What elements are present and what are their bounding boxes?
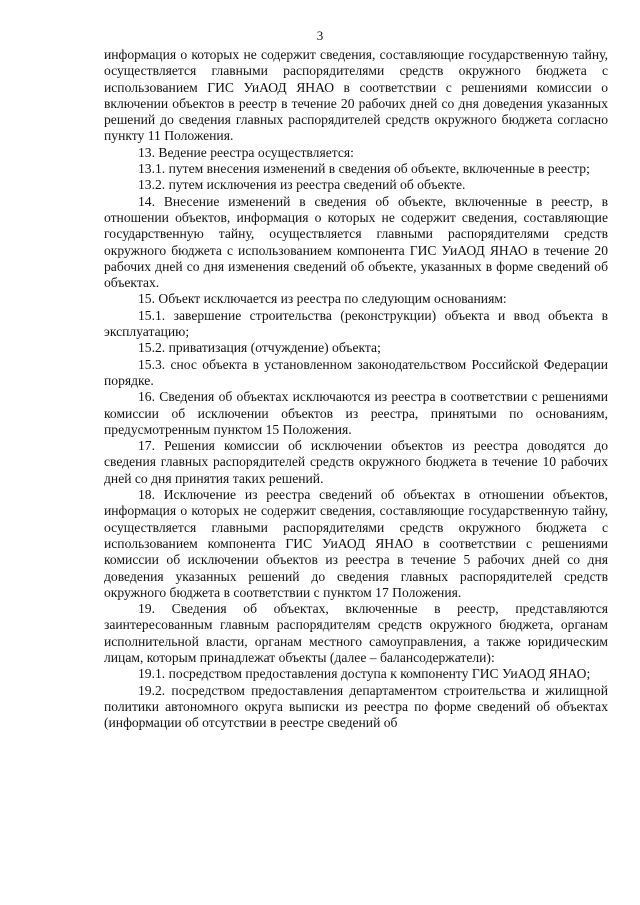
paragraph-16: 16. Сведения об объектах исключаются из реестра в соответствии с решениями комиссии об исключении объектов из реестра, принятыми по основаниям, предусмотренным пунктом 15 Положения. — [104, 389, 608, 437]
document-body — [104, 47, 608, 731]
paragraph-15-2: 15.2. приватизация (отчуждение) объекта; — [138, 340, 381, 356]
paragraph-13-1: 13.1. путем внесения изменений в сведения об объекте, включенные в реестр; — [138, 161, 590, 177]
paragraph-15-1: 15.1. завершение строительства (реконструкции) объекта и ввод объекта в эксплуатацию; — [104, 307, 608, 340]
paragraph-13: 13. Ведение реестра осуществляется: — [138, 144, 354, 160]
paragraph-18: 18. Исключение из реестра сведений об объектах в отношении объектов, информация о которых не содержит сведения, составляющие государственную тайну, осуществляется главными распорядителями средств окружного бюджета с использованием компонента ГИС УиАОД ЯНАО в соответствии с решениями комиссии об исключении объектов из реестра в течение 5 рабочих дней со дня доведения указанных решений до сведения главных распорядителей средств окружного бюджета в соответствии с пунктом 17 Положения. — [104, 487, 608, 600]
page-number: 3 — [316, 28, 324, 43]
paragraph-13-2: 13.2. путем исключения из реестра сведений об объекте. — [138, 177, 466, 193]
paragraph-19: 19. Сведения об объектах, включенные в реестр, представляются заинтересованным главным распорядителям средств окружного бюджета, органам исполнительной власти, органам местного самоуправления, а также юридическим лицам, которым принадлежат объекты (далее – балансодержатели): — [104, 601, 608, 665]
paragraph-17: 17. Решения комиссии об исключении объектов из реестра доводятся до сведения главных распорядителей средств окружного бюджета в течение 10 рабочих дней со дня принятия таких решений. — [104, 438, 608, 486]
paragraph-15-3: 15.3. снос объекта в установленном законодательством Российской Федерации порядке. — [104, 356, 608, 388]
paragraph-continuation: информация о которых не содержит сведения, составляющие государственную тайну, осуществляется главными распорядителями средств окружного бюджета с использованием ГИС УиАОД ЯНАО в соответствии с решениями комиссии о включении объектов в реестр в течение 20 рабочих дней со дня доведения указанных решений до сведения главных распорядителей средств окружного бюджета согласно пункту 11 Положения. — [104, 47, 608, 144]
paragraph-19-1: 19.1. посредством предоставления доступа к компоненту ГИС УиАОД ЯНАО; — [138, 666, 591, 682]
paragraph-19-2: 19.2. посредством предоставления департаментом строительства и жилищной политики автономного округа выписки из реестра по форме сведений об объектах (информации об отсутствии в реестре сведений об — [104, 682, 608, 731]
paragraph-14: 14. Внесение изменений в сведения об объекте, включенные в реестр, в отношении объектов, информация о которых не содержит сведения, составляющие государственную тайну, осуществляется главными распорядителями средств окружного бюджета с использованием компонента ГИС УиАОД ЯНАО в течение 20 рабочих дней со дня изменения сведений об объекте, указанных в форме сведений об объектах. — [104, 193, 608, 291]
paragraph-15: 15. Объект исключается из реестра по следующим основаниям: — [138, 291, 507, 307]
